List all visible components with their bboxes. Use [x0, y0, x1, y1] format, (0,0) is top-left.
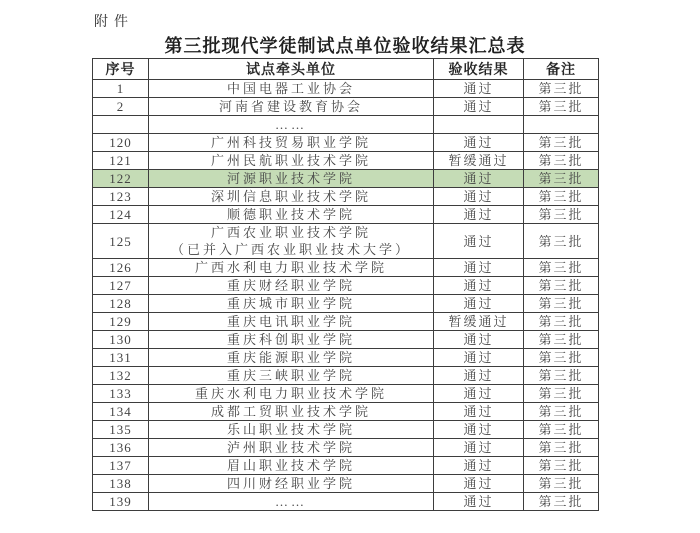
cell-acceptance-result: 通过 — [434, 188, 524, 206]
cell-serial-number: 123 — [93, 188, 149, 206]
cell-remark: 第三批 — [524, 457, 599, 475]
cell-serial-number: 126 — [93, 259, 149, 277]
cell-pilot-unit: 广西水利电力职业技术学院 — [149, 259, 434, 277]
cell-acceptance-result: 通过 — [434, 493, 524, 511]
cell-serial-number: 138 — [93, 475, 149, 493]
header-cell-unit: 试点牵头单位 — [149, 59, 434, 80]
header-cell-remark: 备注 — [524, 59, 599, 80]
cell-serial-number: 128 — [93, 295, 149, 313]
cell-acceptance-result: 通过 — [434, 206, 524, 224]
cell-remark: 第三批 — [524, 80, 599, 98]
cell-serial-number: 135 — [93, 421, 149, 439]
cell-pilot-unit: …… — [149, 116, 434, 134]
cell-remark: 第三批 — [524, 152, 599, 170]
table-row — [93, 80, 599, 98]
cell-acceptance-result: 通过 — [434, 259, 524, 277]
cell-pilot-unit: 广州科技贸易职业学院 — [149, 134, 434, 152]
cell-remark: 第三批 — [524, 295, 599, 313]
cell-acceptance-result: 通过 — [434, 367, 524, 385]
cell-serial-number: 131 — [93, 349, 149, 367]
cell-serial-number: 124 — [93, 206, 149, 224]
cell-serial-number: 125 — [93, 224, 149, 259]
cell-pilot-unit: 重庆科创职业学院 — [149, 331, 434, 349]
cell-remark: 第三批 — [524, 367, 599, 385]
cell-remark: 第三批 — [524, 421, 599, 439]
cell-pilot-unit: 广州民航职业技术学院 — [149, 152, 434, 170]
cell-pilot-unit: 重庆能源职业学院 — [149, 349, 434, 367]
cell-remark: 第三批 — [524, 259, 599, 277]
cell-pilot-unit: 乐山职业技术学院 — [149, 421, 434, 439]
cell-pilot-unit: 成都工贸职业技术学院 — [149, 403, 434, 421]
cell-serial-number: 127 — [93, 277, 149, 295]
cell-pilot-unit-note: （已并入广西农业职业技术大学） — [170, 242, 411, 257]
cell-acceptance-result: 通过 — [434, 475, 524, 493]
cell-remark: 第三批 — [524, 349, 599, 367]
table-row — [93, 134, 599, 152]
cell-pilot-unit: 深圳信息职业技术学院 — [149, 188, 434, 206]
cell-serial-number: 130 — [93, 331, 149, 349]
cell-remark: 第三批 — [524, 224, 599, 259]
table-row — [93, 188, 599, 206]
cell-pilot-unit: 河源职业技术学院 — [149, 170, 434, 188]
cell-pilot-unit: 重庆电讯职业学院 — [149, 313, 434, 331]
table-row — [93, 295, 599, 313]
cell-pilot-unit: 重庆城市职业学院 — [149, 295, 434, 313]
cell-serial-number: 120 — [93, 134, 149, 152]
cell-pilot-unit: 河南省建设教育协会 — [149, 98, 434, 116]
cell-pilot-unit: 泸州职业技术学院 — [149, 439, 434, 457]
table-row — [93, 331, 599, 349]
cell-remark: 第三批 — [524, 206, 599, 224]
cell-pilot-unit: 眉山职业技术学院 — [149, 457, 434, 475]
table-row — [93, 475, 599, 493]
cell-serial-number: 129 — [93, 313, 149, 331]
cell-acceptance-result: 通过 — [434, 134, 524, 152]
page-title: 第三批现代学徒制试点单位验收结果汇总表 — [164, 36, 526, 56]
cell-acceptance-result: 通过 — [434, 421, 524, 439]
cell-remark: 第三批 — [524, 439, 599, 457]
cell-acceptance-result: 通过 — [434, 170, 524, 188]
cell-acceptance-result: 暂缓通过 — [434, 152, 524, 170]
table-row — [93, 224, 599, 259]
cell-pilot-unit: …… — [149, 493, 434, 511]
cell-acceptance-result: 暂缓通过 — [434, 313, 524, 331]
cell-remark: 第三批 — [524, 188, 599, 206]
cell-remark — [524, 116, 599, 134]
cell-remark: 第三批 — [524, 98, 599, 116]
table-row — [93, 277, 599, 295]
table-row — [93, 313, 599, 331]
table-row — [93, 206, 599, 224]
cell-serial-number: 1 — [93, 80, 149, 98]
table-row — [93, 493, 599, 511]
cell-acceptance-result — [434, 116, 524, 134]
header-cell-result: 验收结果 — [434, 59, 524, 80]
table-row — [93, 403, 599, 421]
cell-remark: 第三批 — [524, 313, 599, 331]
table-row — [93, 152, 599, 170]
table-row — [93, 367, 599, 385]
cell-remark: 第三批 — [524, 277, 599, 295]
cell-pilot-unit: 重庆水利电力职业技术学院 — [149, 385, 434, 403]
cell-remark: 第三批 — [524, 385, 599, 403]
cell-serial-number: 132 — [93, 367, 149, 385]
cell-pilot-unit: 四川财经职业学院 — [149, 475, 434, 493]
cell-acceptance-result: 通过 — [434, 98, 524, 116]
cell-serial-number: 136 — [93, 439, 149, 457]
cell-pilot-unit: 重庆三峡职业学院 — [149, 367, 434, 385]
cell-serial-number: 122 — [93, 170, 149, 188]
table-row — [93, 98, 599, 116]
table-row — [93, 457, 599, 475]
cell-serial-number: 134 — [93, 403, 149, 421]
table-row — [93, 439, 599, 457]
cell-serial-number: 2 — [93, 98, 149, 116]
table-row — [93, 259, 599, 277]
cell-pilot-unit: 中国电器工业协会 — [149, 80, 434, 98]
cell-acceptance-result: 通过 — [434, 331, 524, 349]
cell-acceptance-result: 通过 — [434, 277, 524, 295]
cell-remark: 第三批 — [524, 403, 599, 421]
table-header-row — [93, 59, 599, 80]
cell-remark: 第三批 — [524, 134, 599, 152]
cell-acceptance-result: 通过 — [434, 403, 524, 421]
cell-pilot-unit: 广西农业职业技术学院 （已并入广西农业职业技术大学） — [149, 224, 434, 259]
cell-serial-number: 121 — [93, 152, 149, 170]
cell-serial-number: 139 — [93, 493, 149, 511]
attachment-label: 附件 — [94, 15, 134, 30]
table-row — [93, 349, 599, 367]
table-row — [93, 116, 599, 134]
results-table — [92, 58, 599, 511]
table-body — [93, 80, 599, 511]
cell-serial-number: 133 — [93, 385, 149, 403]
header-cell-no: 序号 — [93, 59, 149, 80]
cell-remark: 第三批 — [524, 475, 599, 493]
cell-remark: 第三批 — [524, 493, 599, 511]
cell-serial-number: 137 — [93, 457, 149, 475]
table-row-highlighted — [93, 170, 599, 188]
table-row — [93, 421, 599, 439]
cell-pilot-unit: 顺德职业技术学院 — [149, 206, 434, 224]
table-row — [93, 385, 599, 403]
cell-acceptance-result: 通过 — [434, 385, 524, 403]
cell-acceptance-result: 通过 — [434, 457, 524, 475]
cell-acceptance-result: 通过 — [434, 439, 524, 457]
cell-acceptance-result: 通过 — [434, 224, 524, 259]
cell-acceptance-result: 通过 — [434, 349, 524, 367]
cell-pilot-unit: 重庆财经职业学院 — [149, 277, 434, 295]
cell-acceptance-result: 通过 — [434, 295, 524, 313]
cell-remark: 第三批 — [524, 170, 599, 188]
cell-remark: 第三批 — [524, 331, 599, 349]
cell-serial-number — [93, 116, 149, 134]
cell-acceptance-result: 通过 — [434, 80, 524, 98]
